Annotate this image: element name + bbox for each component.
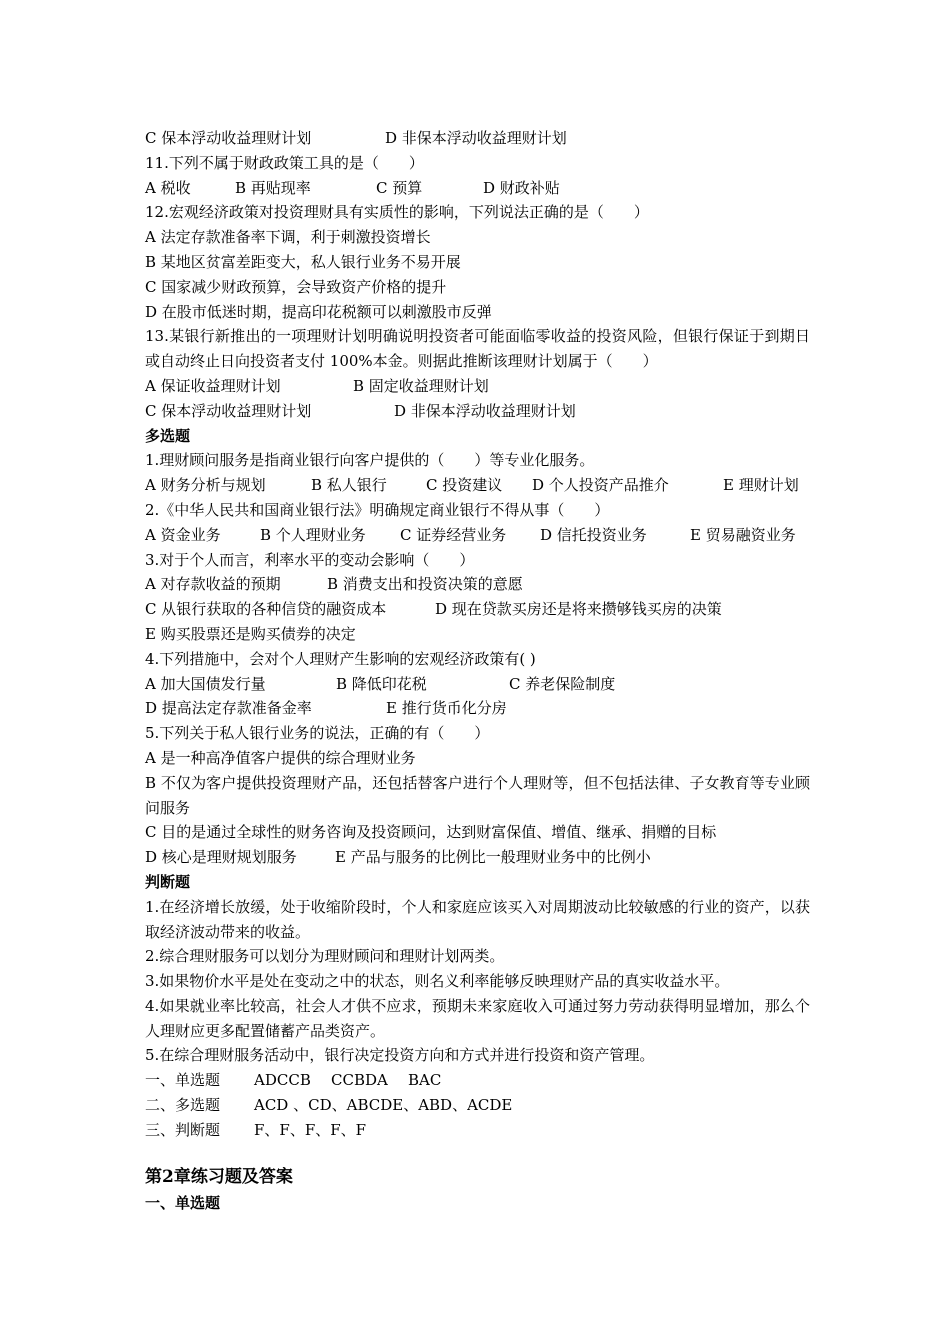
option: B 个人理财业务 (260, 525, 366, 544)
option-line (145, 399, 810, 424)
option: A 资金业务 (145, 525, 221, 544)
answer-value: CCBDA (331, 1071, 388, 1090)
chapter-subheading: 一、单选题 (145, 1193, 221, 1212)
option: E 推行货币化分房 (386, 699, 507, 718)
option: D 财政补贴 (483, 178, 560, 197)
answer-line (145, 1068, 810, 1093)
option: D 非保本浮动收益理财计划 (394, 401, 576, 420)
option: C 养老保险制度 (509, 674, 616, 693)
option: E 贸易融资业务 (690, 525, 796, 544)
judge-item: 4.如果就业率比较高，社会人才供不应求，预期未来家庭收入可通过努力劳动获得明显增加，那么个人理财应更多配置储蓄产品类资产。 (145, 996, 810, 1040)
option: D 个人投资产品推介 (532, 476, 669, 495)
option-line (145, 696, 810, 721)
question-line: 5.下列关于私人银行业务的说法，正确的有（ ） (145, 724, 490, 743)
answer-label: 三、判断题 (145, 1120, 221, 1139)
option-line: A 法定存款准备率下调，利于刺激投资增长 (145, 228, 431, 247)
option: D 核心是理财规划服务 (145, 848, 297, 867)
answer-label: 一、单选题 (145, 1071, 221, 1090)
option: A 税收 (145, 178, 191, 197)
answer-line (145, 1093, 810, 1118)
option-line: B 不仅为客户提供投资理财产品，还包括替客户进行个人理财等，但不包括法律、子女教育等专业顾问服务 (145, 773, 810, 817)
option: B 降低印花税 (336, 674, 427, 693)
option-line (145, 597, 810, 622)
option: B 再贴现率 (235, 178, 311, 197)
option-line: D 在股市低迷时期，提高印花税额可以刺激股市反弹 (145, 302, 492, 321)
section-heading-multi: 多选题 (145, 426, 191, 445)
option-line: B 某地区贫富差距变大，私人银行业务不易开展 (145, 252, 461, 271)
chapter-title: 第2章练习题及答案 (145, 1166, 293, 1187)
judge-item: 2.综合理财服务可以划分为理财顾问和理财计划两类。 (145, 947, 505, 966)
answer-value: BAC (408, 1071, 442, 1090)
option-line (145, 374, 810, 399)
option: A 财务分析与规划 (145, 476, 266, 495)
answer-label: 二、多选题 (145, 1096, 221, 1115)
question-line: 1.理财顾问服务是指商业银行向客户提供的（ ）等专业化服务。 (145, 451, 595, 470)
option: A 加大国债发行量 (145, 674, 266, 693)
option: D 提高法定存款准备金率 (145, 699, 312, 718)
answer-value: F、F、F、F、F (254, 1120, 367, 1139)
option-line (145, 473, 810, 498)
option: B 私人银行 (311, 476, 387, 495)
option: C 保本浮动收益理财计划 (145, 401, 312, 420)
question-line: 2.《中华人民共和国商业银行法》明确规定商业银行不得从事（ ） (145, 500, 610, 519)
option-line (145, 845, 810, 870)
option-line: A 是一种高净值客户提供的综合理财业务 (145, 748, 416, 767)
option: E 产品与服务的比例比一般理财业务中的比例小 (335, 848, 651, 867)
option: C 从银行获取的各种信贷的融资成本 (145, 600, 387, 619)
option-line (145, 523, 810, 548)
answer-value: ADCCB (254, 1071, 311, 1090)
option: C 投资建议 (426, 476, 503, 495)
answer-value: ACD 、CD、ABCDE、ABD、ACDE (254, 1096, 513, 1115)
option: B 固定收益理财计划 (353, 376, 489, 395)
answer-line (145, 1118, 810, 1143)
question-line: 3.对于个人而言，利率水平的变动会影响（ ） (145, 550, 475, 569)
option: A 保证收益理财计划 (145, 376, 281, 395)
option: C 预算 (376, 178, 423, 197)
option-line (145, 572, 810, 597)
option: D 信托投资业务 (540, 525, 647, 544)
option: D 现在贷款买房还是将来攒够钱买房的决策 (435, 600, 722, 619)
question-13: 13.某银行新推出的一项理财计划明确说明投资者可能面临零收益的投资风险，但银行保证于到期日或自动终止日向投资者支付 100%本金。则据此推断该理财计划属于（ ） (145, 327, 810, 371)
option-line (145, 176, 810, 201)
question-line: 12.宏观经济政策对投资理财具有实质性的影响，下列说法正确的是（ ） (145, 203, 649, 222)
option-line: C 国家减少财政预算，会导致资产价格的提升 (145, 277, 447, 296)
option: B 消费支出和投资决策的意愿 (327, 575, 523, 594)
option-line (145, 672, 810, 697)
judge-item: 3.如果物价水平是处在变动之中的状态，则名义利率能够反映理财产品的真实收益水平。 (145, 972, 730, 991)
option-line: C 目的是通过全球性的财务咨询及投资顾问，达到财富保值、增值、继承、捐赠的目标 (145, 823, 717, 842)
document-page (145, 126, 810, 1215)
option: A 对存款收益的预期 (145, 575, 281, 594)
option: C 保本浮动收益理财计划 (145, 129, 312, 147)
option: D 非保本浮动收益理财计划 (385, 129, 567, 147)
question-line: 11.下列不属于财政政策工具的是（ ） (145, 153, 424, 172)
option: C 证券经营业务 (400, 525, 507, 544)
option: E 理财计划 (723, 476, 799, 495)
option-line: E 购买股票还是购买债券的决定 (145, 624, 356, 643)
question-line: 4.下列措施中，会对个人理财产生影响的宏观经济政策有( ) (145, 649, 536, 668)
judge-item: 1.在经济增长放缓，处于收缩阶段时，个人和家庭应该买入对周期波动比较敏感的行业的资产，以获取经济波动带来的收益。 (145, 897, 810, 941)
judge-item: 5.在综合理财服务活动中，银行决定投资方向和方式并进行投资和资产管理。 (145, 1046, 655, 1065)
option-line (145, 126, 810, 151)
section-heading-judge: 判断题 (145, 872, 191, 891)
